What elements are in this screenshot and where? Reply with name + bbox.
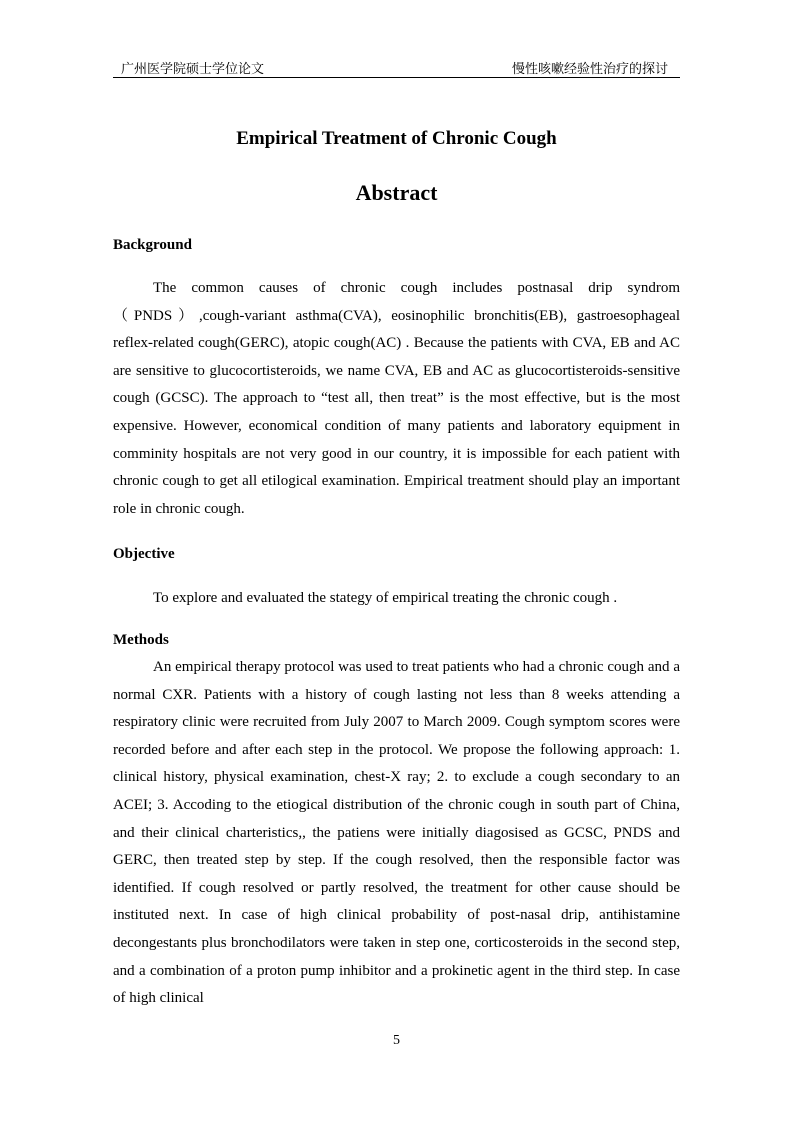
abstract-heading: Abstract	[355, 180, 438, 205]
methods-heading: Methods	[113, 632, 169, 648]
page-header	[113, 55, 680, 78]
paper-title: Empirical Treatment of Chronic Cough	[236, 128, 557, 149]
methods-paragraph: An empirical therapy protocol was used to treat patients who had a chronic cough and a normal CXR. Patients with a history of cough lasting not less than 8 weeks attending a respiratory clinic were recruited from July 2007 to March 2009. Cough symptom scores were recorded before and after each step in the protocol. We propose the following approach: 1. clinical history, physical examination, chest-X ray; 2. to exclude a cough secondary to an ACEI; 3. Accoding to the etiogical distribution of the chronic cough in south part of China, and their clinical charteristics,, the patiens were initially diagosised as GCSC, PNDS and GERC, then treated step by step. If the cough resolved, then the responsible factor was identified. If cough resolved or partly resolved, the treatment for other cause should be instituted next. In case of high clinical probability of post-nasal drip, antihistamine decongestants plus bronchodilators were taken in step one, corticosteroids in the second step, and a combination of a proton pump inhibitor and a prokinetic agent in the third step. In case of high clinical	[113, 659, 680, 1007]
background-heading: Background	[113, 237, 192, 253]
objective-paragraph: To explore and evaluated the stategy of empirical treating the chronic cough .	[153, 590, 618, 606]
page-number: 5	[393, 1033, 400, 1048]
objective-heading: Objective	[113, 546, 175, 562]
header-thesis-name: 广州医学院硕士学位论文	[121, 62, 265, 77]
header-thesis-topic: 慢性咳嗽经验性治疗的探讨	[511, 62, 668, 77]
background-paragraph: The common causes of chronic cough includes postnasal drip syndrom （PNDS）,cough-variant asthma(CVA), eosinophilic bronchitis(EB), gastroesophageal reflex-related cough(GERC), atopic cough(AC) . Because the patients with CVA, EB and AC are sensitive to glucocortisteroids, we name CVA, EB and AC as glucocortisteroids-sensitive cough (GCSC). The approach to “test all, then treat” is the most effective, but is the most expensive. However, economical condition of many patients and laboratory equipment in comminity hospitals are not very good in our country, it is impossible for each patient with chronic cough to get all etilogical examination. Empirical treatment should play an important role in chronic cough.	[113, 280, 680, 517]
